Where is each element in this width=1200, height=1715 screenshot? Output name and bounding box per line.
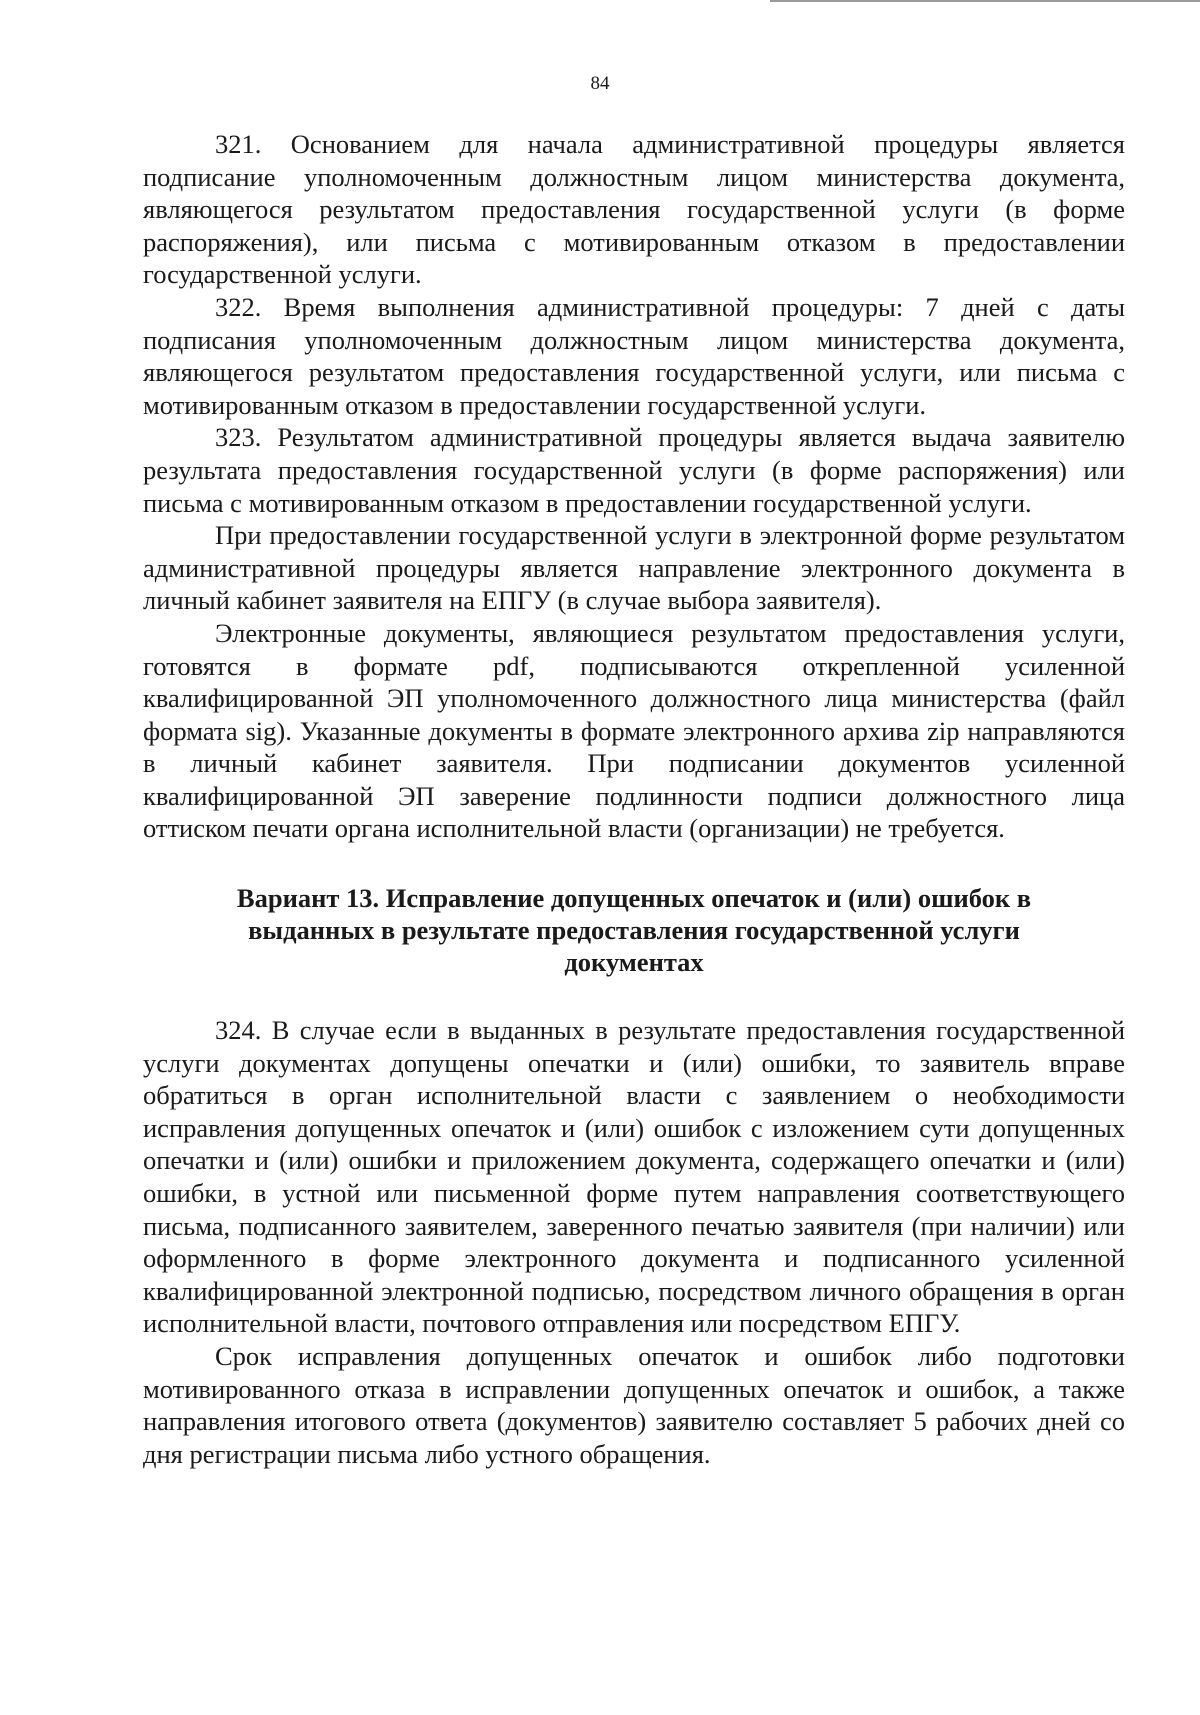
- section-heading-line: документах: [564, 947, 704, 978]
- paragraph-324: 324. В случае если в выданных в результате предоставления государственной услуги документах допущены опечатки и (или) ошибки, то заявитель вправе обратиться в орган исполнительной власти с заявлением о необходимости исправления допущенных опечаток и (или) ошибок с изложением сути допущенных опечатки и (или) ошибки и приложением документа, содержащего опечатки и (или) ошибки, в устной или письменной форме путем направления соответствующего письма, подписанного заявителем, заверенного печатью заявителя (при наличии) или оформленного в форме электронного документа и подписанного усиленной квалифицированной электронной подписью, посредством личного обращения в орган исполнительной власти, почтового отправления или посредством ЕПГУ.: [143, 1015, 1125, 1339]
- section-heading-line: Вариант 13. Исправление допущенных опечаток и (или) ошибок в: [236, 883, 1032, 914]
- paragraph-electronic-result: При предоставлении государственной услуги в электронной форме результатом административной процедуры является направление электронного документа в личный кабинет заявителя на ЕПГУ (в случае выбора заявителя).: [143, 520, 1125, 616]
- section-heading-line: выданных в результате предоставления государственной услуги: [248, 915, 1020, 946]
- page-number: 84: [590, 73, 610, 94]
- section-heading-variant-13: [143, 882, 1125, 978]
- scan-top-edge-line: [770, 0, 1200, 2]
- paragraph-correction-deadline: Срок исправления допущенных опечаток и ошибок либо подготовки мотивированного отказа в исправлении допущенных опечаток и ошибок, а также направления итогового ответа (документов) заявителю составляет 5 рабочих дней со дня регистрации письма либо устного обращения.: [143, 1341, 1125, 1469]
- paragraph-electronic-documents: Электронные документы, являющиеся результатом предоставления услуги, готовятся в формате pdf, подписываются открепленной усиленной квалифицированной ЭП уполномоченного должностного лица министерства (файл формата sig). Указанные документы в формате электронного архива zip направляются в личный кабинет заявителя. При подписании документов усиленной квалифицированной ЭП заверение подлинности подписи должностного лица оттиском печати органа исполнительной власти (организации) не требуется.: [143, 617, 1125, 844]
- document-body: [143, 128, 1125, 1470]
- paragraph-321: 321. Основанием для начала административной процедуры является подписание уполномоченным должностным лицом министерства документа, являющегося результатом предоставления государственной услуги (в форме распоряжения), или письма с мотивированным отказом в предоставлении государственной услуги.: [143, 129, 1125, 290]
- paragraph-323: 323. Результатом административной процедуры является выдача заявителю результата предоставления государственной услуги (в форме распоряжения) или письма с мотивированным отказом в предоставлении государственной услуги.: [143, 422, 1125, 518]
- paragraph-322: 322. Время выполнения административной процедуры: 7 дней с даты подписания уполномоченным должностным лицом министерства документа, являющегося результатом предоставления государственной услуги, или письма с мотивированным отказом в предоставлении государственной услуги.: [143, 291, 1125, 420]
